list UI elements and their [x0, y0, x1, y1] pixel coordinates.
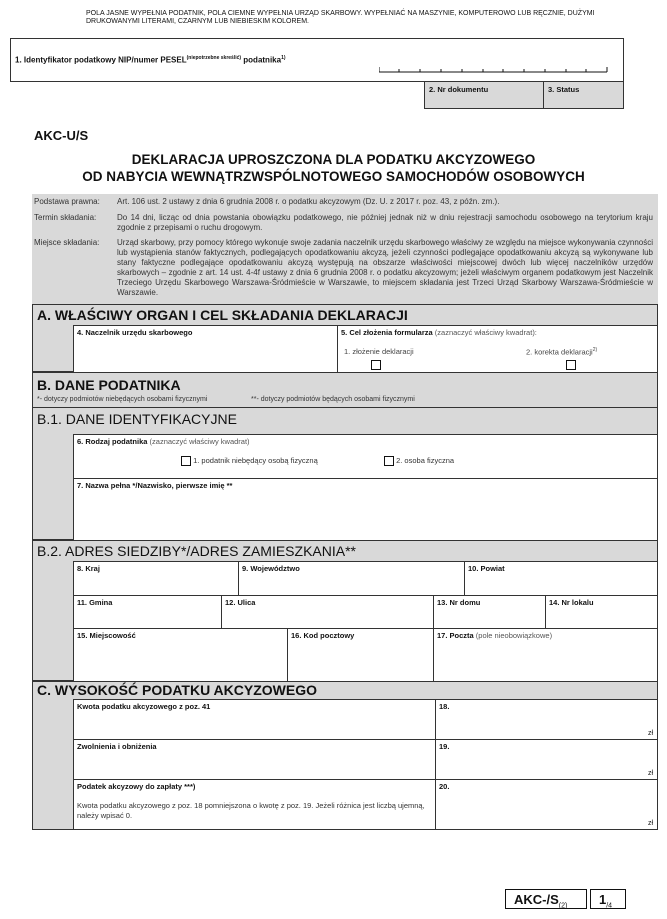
form-title-line1: DEKLARACJA UPROSZCZONA DLA PODATKU AKCYZOWEGO: [131, 152, 536, 167]
nip-label-tail: podatnika: [241, 55, 282, 65]
section-c-title: C. WYSOKOŚĆ PODATKU AKCYZOWEGO: [37, 682, 317, 698]
excise-amount-unit: zł: [647, 730, 653, 737]
nip-label-text: 1. Identyfikator podatkowy NIP/numer PESEL: [15, 55, 187, 65]
excise-amount-field[interactable]: [435, 699, 658, 739]
taxpayer-type-field: [73, 434, 658, 478]
nip-field[interactable]: [10, 38, 624, 82]
street-label: 12. Ulica: [225, 598, 256, 607]
document-number-label: 2. Nr dokumentu: [429, 85, 489, 94]
excise-amount-label: Kwota podatku akcyzowego z poz. 41: [77, 702, 211, 711]
taxpayer-type-option-1-checkbox[interactable]: [181, 456, 191, 466]
post-office-label-text: 17. Poczta: [437, 631, 474, 640]
tax-office-label: 4. Naczelnik urzędu skarbowego: [77, 328, 193, 337]
full-name-label: 7. Nazwa pełna */Nazwisko, pierwsze imię **: [77, 481, 233, 490]
section-b-note-2: **- dotyczy podmiotów będących osobami fizycznymi: [251, 396, 415, 403]
tax-due-row-label: [73, 779, 435, 830]
tax-due-description: Kwota podatku akcyzowego z poz. 18 pomniejszona o kwotę z poz. 19. Jeżeli różnica jest liczbą ujemną, należy wpisać 0.: [77, 801, 425, 820]
footer-code-version: (2): [558, 902, 568, 910]
county-label: 10. Powiat: [468, 564, 505, 573]
status-field: [543, 81, 624, 109]
deadline-label: Termin składania:: [34, 213, 97, 222]
place-text: Urząd skarbowy, przy pomocy którego wykonuje swoje zadania naczelnik urzędu skarbowego właściwy ze względu na miejsce wykonywania czynności lub wystąpienia stanów faktycznych, podlegających opodatkowaniu akcyzą, jeżeli czynności podlegające opodatkowaniu akcyzą są wykonywane lub stany faktyczne podlegające opodatkowaniu akcyzą występują na obszarze właściwości miejscowej dwóch lub więcej naczelników urzędów skarbowych – zgodnie z art. 14 ust. 4-4f ustawy z dnia 6 grudnia 2008 r. o podatku akcyzowym; jeżeli właściwym organem podatkowym jest Naczelnik Trzeciego Urzędu Skarbowego Warszawa-Śródmieście w Warszawie, to miejscem składania jest Trzeci Urząd Skarbowy Warszawa-Śródmieście w Warszawie.: [117, 238, 653, 297]
taxpayer-type-option-2[interactable]: [384, 456, 454, 466]
status-label: 3. Status: [548, 85, 580, 94]
purpose-option-2-checkbox[interactable]: [566, 360, 576, 370]
country-field[interactable]: [73, 561, 238, 595]
digit-ticks: [379, 65, 609, 73]
basis-label: Podstawa prawna:: [34, 197, 100, 206]
footer-page-current: 1: [599, 892, 607, 907]
taxpayer-type-option-2-checkbox[interactable]: [384, 456, 394, 466]
purpose-label-note: (zaznaczyć właściwy kwadrat):: [432, 328, 537, 337]
deadline-text: Do 14 dni, licząc od dnia powstania obowiązku podatkowego, nie później jednak niż w dniu rejestracji samochodu osobowego na terytorium kraju zgodnie z przepisami o ruchu drogowym.: [117, 213, 653, 232]
commune-label: 11. Gmina: [77, 598, 113, 607]
footer-code: [514, 892, 567, 910]
county-field[interactable]: [464, 561, 658, 595]
footer-page-number: [599, 892, 612, 910]
city-label: 15. Miejscowość: [77, 631, 136, 640]
tax-office-field[interactable]: [73, 325, 337, 372]
exemptions-label: Zwolnienia i obniżenia: [77, 742, 157, 751]
excise-amount-number: 18.: [439, 702, 450, 711]
postal-code-field[interactable]: [287, 628, 433, 681]
full-name-field[interactable]: [73, 478, 658, 540]
apartment-number-field[interactable]: [545, 595, 658, 628]
purpose-label-text: 5. Cel złożenia formularza: [341, 328, 433, 337]
section-b-title: B. DANE PODATNIKA: [37, 377, 181, 393]
house-number-label: 13. Nr domu: [437, 598, 481, 607]
voivodeship-field[interactable]: [238, 561, 464, 595]
footer-page-total: /4: [606, 902, 613, 910]
post-office-label: [437, 631, 654, 640]
footer-code-text: AKC-/S: [514, 892, 559, 907]
purpose-option-2-label: [526, 347, 597, 357]
footer-page: [590, 889, 626, 909]
tax-due-field[interactable]: [435, 779, 658, 830]
house-number-field[interactable]: [433, 595, 545, 628]
nip-label: [15, 55, 286, 65]
section-b: [32, 372, 658, 408]
purpose-field: [337, 325, 658, 372]
header-note: POLA JASNE WYPEŁNIA PODATNIK, POLA CIEMNE WYPEŁNIA URZĄD SKARBOWY. WYPEŁNIAĆ NA MASZYNIE, KOMPUTEROWO LUB RĘCZNIE, DUŻYMI DRUKOWANYMI LITERAMI, CZARNYM LUB NIEBIESKIM KOLOREM.: [86, 10, 595, 25]
apartment-number-label: 14. Nr lokalu: [549, 598, 594, 607]
section-b-note-1: *- dotyczy podmiotów niebędących osobami fizycznymi: [37, 396, 208, 403]
info-block: [32, 194, 658, 304]
basis-text: Art. 106 ust. 2 ustawy z dnia 6 grudnia 2008 r. o podatku akcyzowym (Dz. U. z 2017 r. poz. 43, z późn. zm.).: [117, 197, 500, 206]
tax-due-unit: zł: [647, 820, 653, 827]
purpose-option-2-text: 2. korekta deklaracji: [526, 347, 593, 357]
post-office-field[interactable]: [433, 628, 658, 681]
form-title: [0, 151, 667, 185]
section-b2-title: B.2. ADRES SIEDZIBY*/ADRES ZAMIESZKANIA**: [37, 543, 356, 559]
taxpayer-type-option-1-label: 1. podatnik niebędący osobą fizyczną: [193, 456, 318, 465]
voivodeship-label: 9. Województwo: [242, 564, 300, 573]
city-field[interactable]: [73, 628, 287, 681]
document-number-field: [424, 81, 544, 109]
form-title-line2: OD NABYCIA WEWNĄTRZWSPÓLNOTOWEGO SAMOCHODÓW OSOBOWYCH: [82, 169, 585, 184]
nip-label-tail-sup: 1): [281, 55, 286, 61]
taxpayer-type-option-2-label: 2. osoba fizyczna: [396, 456, 455, 465]
form-code: AKC-U/S: [34, 128, 89, 143]
excise-amount-row-label: [73, 699, 435, 739]
purpose-label: [341, 328, 654, 337]
street-field[interactable]: [221, 595, 433, 628]
nip-label-sup: (niepotrzebne skreślić): [186, 55, 242, 61]
taxpayer-type-option-1[interactable]: [181, 456, 318, 466]
purpose-option-2-sup: 2): [592, 347, 598, 353]
place-label: Miejsce składania:: [34, 238, 100, 247]
taxpayer-type-label: [77, 437, 654, 446]
exemptions-number: 19.: [439, 742, 450, 751]
section-a-title: A. WŁAŚCIWY ORGAN I CEL SKŁADANIA DEKLARACJI: [37, 307, 408, 323]
tax-due-number: 20.: [439, 782, 450, 791]
exemptions-field[interactable]: [435, 739, 658, 779]
taxpayer-type-label-text: 6. Rodzaj podatnika: [77, 437, 148, 446]
purpose-option-1-label: 1. złożenie deklaracji: [344, 347, 414, 356]
country-label: 8. Kraj: [77, 564, 100, 573]
exemptions-row-label: [73, 739, 435, 779]
postal-code-label: 16. Kod pocztowy: [291, 631, 355, 640]
section-b1-title: B.1. DANE IDENTYFIKACYJNE: [37, 411, 237, 427]
commune-field[interactable]: [73, 595, 221, 628]
taxpayer-type-label-note: (zaznaczyć właściwy kwadrat): [147, 437, 250, 446]
tax-due-label: Podatek akcyzowy do zapłaty ***): [77, 782, 196, 791]
purpose-option-1-checkbox[interactable]: [371, 360, 381, 370]
exemptions-unit: zł: [647, 770, 653, 777]
post-office-label-note: (pole nieobowiązkowe): [473, 631, 553, 640]
footer-form-code: [505, 889, 587, 909]
